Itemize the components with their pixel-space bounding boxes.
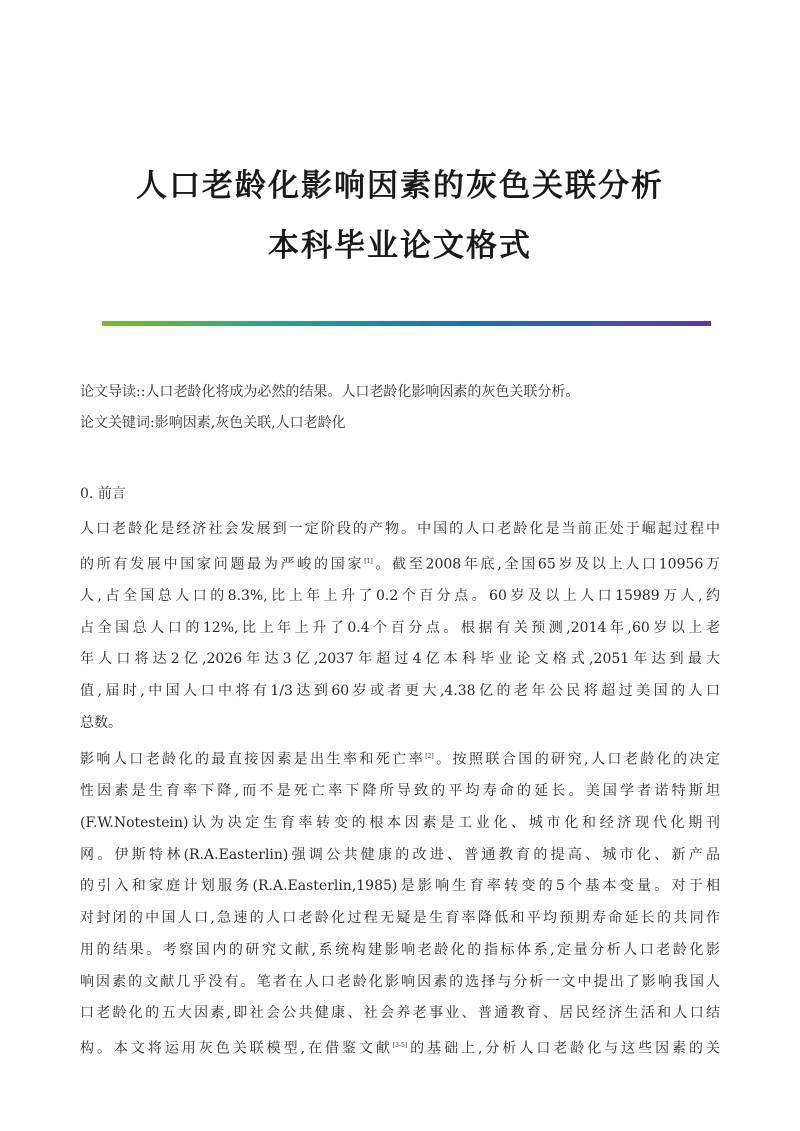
paragraph-line: (F.W.Notestein)认为决定生育率转变的根本因素是工业化、城市化和经济现代化期刊 [80, 815, 720, 832]
page-subtitle: 本科毕业论文格式 [268, 228, 532, 264]
paragraph-line: 年人口将达2亿,2026年达3亿,2037年超过4亿本科毕业论文格式,2051年达到最大 [80, 651, 720, 668]
paragraph-line: 总数。 [80, 714, 122, 731]
paragraph-line: 对封闭的中国人口,急速的人口老龄化过程无疑是生育率降低和平均预期寿命延长的共同作 [80, 910, 720, 927]
section-heading: 0. 前言 [80, 486, 126, 502]
gradient-divider [102, 321, 711, 326]
keywords-text: 论文关键词:影响因素,灰色关联,人口老龄化 [80, 415, 346, 431]
paragraph-line: 值,届时,中国人口中将有1/3达到60岁或者更大,4.38亿的老年公民将超过美国的人口 [80, 683, 720, 700]
paragraph-2 [80, 741, 720, 1065]
citation-ref: [3-5] [392, 1041, 408, 1049]
citation-ref: [2] [425, 753, 434, 760]
paragraph-line: 口老龄化的五大因素,即社会公共健康、社会养老事业、普通教育、居民经济生活和人口结 [80, 1005, 720, 1022]
paragraph-line: 网。伊斯特林(R.A.Easterlin)强调公共健康的改进、普通教育的提高、城市化、新产品 [80, 846, 720, 863]
citation-ref: [1] [364, 557, 373, 565]
intro-text: 论文导读::人口老龄化将成为必然的结果。人口老龄化影响因素的灰色关联分析。 [80, 384, 580, 400]
paragraph-line: 的引入和家庭计划服务(R.A.Easterlin,1985)是影响生育率转变的5个基本变量。对于相 [80, 878, 720, 895]
paragraph-line: 的所有发展中国家问题最为严峻的国家[1]。截至2008年底,全国65岁及以上人口10956万 [80, 556, 721, 573]
page-title: 人口老龄化影响因素的灰色关联分析 [136, 168, 664, 204]
paragraph-line: 影响人口老龄化的最直接因素是出生率和死亡率[2]。按照联合国的研究,人口老龄化的决定 [80, 751, 721, 768]
paragraph-line: 性因素是生育率下降,而不是死亡率下降所导致的平均寿命的延长。美国学者诺特斯坦 [80, 783, 720, 800]
paragraph-line: 响因素的文献几乎没有。笔者在人口老龄化影响因素的选择与分析一文中提出了影响我国人 [80, 973, 720, 990]
paragraph-1 [80, 514, 720, 740]
paragraph-line: 构。本文将运用灰色关联模型,在借鉴文献[3-5]的基础上,分析人口老龄化与这些因素的关 [80, 1040, 720, 1057]
paragraph-line: 占全国总人口的12%,比上年上升了0.4个百分点。根据有关预测,2014年,60岁以上老 [80, 619, 720, 636]
paragraph-line: 用的结果。考察国内的研究文献,系统构建影响老龄化的指标体系,定量分析人口老龄化影 [80, 941, 720, 958]
paragraph-line: 人,占全国总人口的8.3%,比上年上升了0.2个百分点。60岁及以上人口15989万人,约 [80, 588, 720, 605]
paragraph-line: 人口老龄化是经济社会发展到一定阶段的产物。中国的人口老龄化是当前正处于崛起过程中 [80, 521, 720, 537]
